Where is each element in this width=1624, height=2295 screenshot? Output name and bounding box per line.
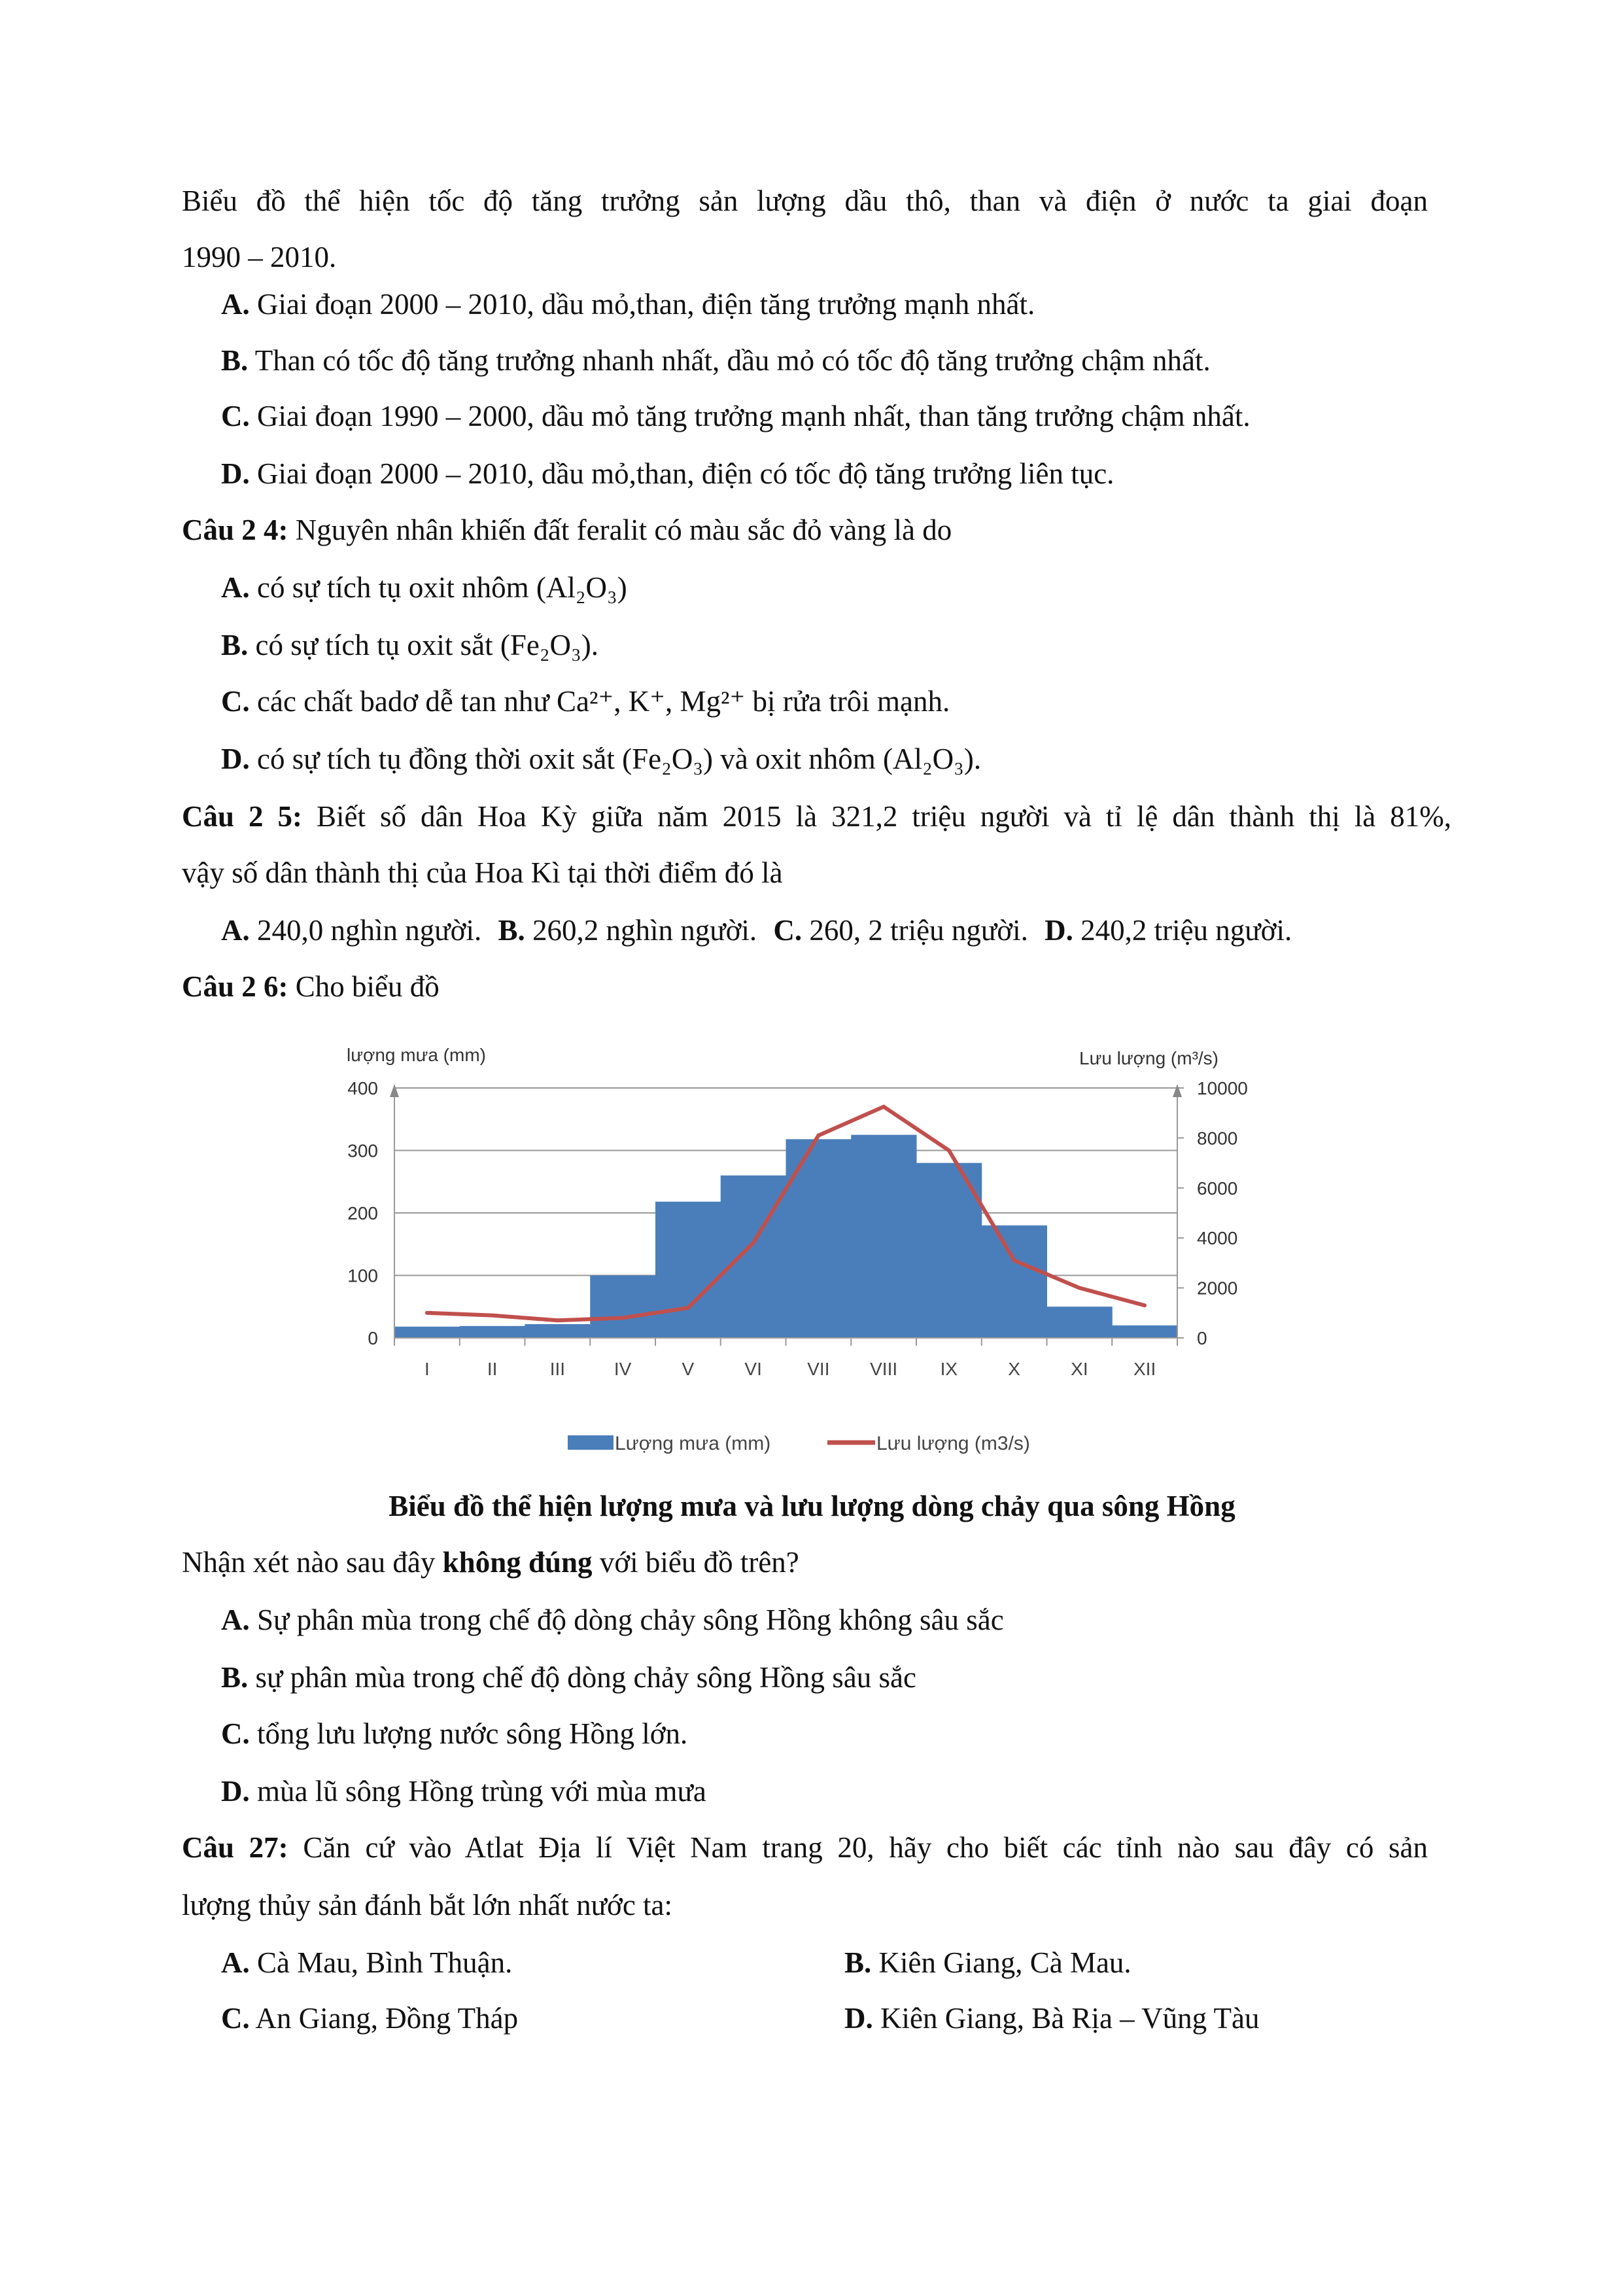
discharge-point-XI xyxy=(1077,1286,1081,1290)
x-tick-label: VIII xyxy=(870,1359,898,1379)
discharge-point-X xyxy=(1012,1259,1016,1263)
option-text: An Giang, Đồng Tháp xyxy=(249,2002,519,2035)
left-tick-label: 200 xyxy=(347,1203,378,1223)
discharge-point-I xyxy=(425,1311,429,1315)
x-tick-label: V xyxy=(682,1359,695,1379)
x-tick-label: II xyxy=(487,1359,498,1379)
question-text: Biết số dân Hoa Kỳ giữa năm 2015 là 321,2 triệu người và tỉ lệ dân thành thị là 81%, xyxy=(302,800,1451,833)
x-tick-label: XII xyxy=(1133,1359,1156,1379)
discharge-point-II xyxy=(491,1314,494,1318)
option-label: D. xyxy=(1045,914,1073,947)
x-tick-label: I xyxy=(424,1359,430,1379)
discharge-point-XII xyxy=(1143,1303,1147,1307)
option-text: có sự tích tụ oxit nhôm (Al₂O₃) xyxy=(249,571,627,604)
legend-label-flow: Lưu lượng (m3/s) xyxy=(876,1433,1030,1454)
option-text: sự phân mùa trong chế độ dòng chảy sông Hồng sâu sắc xyxy=(248,1661,916,1694)
option-label: C. xyxy=(221,400,250,432)
discharge-point-IX xyxy=(947,1149,951,1153)
option-text: tổng lưu lượng nước sông Hồng lớn. xyxy=(249,1717,688,1750)
q26-prompt xyxy=(182,1544,799,1581)
bar-VIII xyxy=(851,1135,916,1338)
bar-XI xyxy=(1047,1306,1113,1338)
discharge-point-VII xyxy=(816,1134,820,1138)
option-label: B. xyxy=(498,914,525,947)
intro-line-1: Biểu đồ thể hiện tốc độ tăng trưởng sản lượng dầu thô, than và điện ở nước ta giai đoạn xyxy=(182,184,1428,217)
bar-XII xyxy=(1112,1325,1177,1338)
bar-III xyxy=(525,1324,591,1338)
left-tick-label: 300 xyxy=(347,1140,378,1161)
right-tick-label: 4000 xyxy=(1197,1228,1238,1249)
chart-caption: Biểu đồ thể hiện lượng mưa và lưu lượng dòng chảy qua sông Hồng xyxy=(389,1490,1235,1522)
option-text: có sự tích tụ oxit sắt (Fe₂O₃). xyxy=(248,629,598,661)
right-tick-label: 8000 xyxy=(1197,1128,1238,1149)
left-tick-label: 0 xyxy=(368,1328,378,1348)
option-label: D. xyxy=(221,1775,250,1808)
option-label: D. xyxy=(844,2002,873,2035)
q27-stem-line-1 xyxy=(182,1829,1428,1866)
option-label: C. xyxy=(221,1717,250,1750)
option-label: C. xyxy=(221,2002,250,2035)
option-text: các chất badơ dễ tan như Ca²⁺, K⁺, Mg²⁺ bị rửa trôi mạnh. xyxy=(249,685,950,718)
intro-line-2: 1990 – 2010. xyxy=(182,241,337,273)
legend xyxy=(568,1433,1030,1454)
option-text: Sự phân mùa trong chế độ dòng chảy sông Hồng không sâu sắc xyxy=(249,1603,1004,1636)
left-tick-label: 100 xyxy=(347,1265,378,1286)
option-text: Giai đoạn 1990 – 2000, dầu mỏ tăng trưởng mạnh nhất, than tăng trưởng chậm nhất. xyxy=(249,400,1251,432)
option-label: B. xyxy=(844,1946,872,1979)
bar-V xyxy=(655,1202,721,1338)
prompt-emphasis: không đúng xyxy=(442,1546,593,1579)
option-label: A. xyxy=(221,288,250,321)
prompt-text: Nhận xét nào sau đây xyxy=(182,1546,443,1579)
option-text: 260, 2 triệu người. xyxy=(802,914,1028,947)
question-label: Câu 2 6: xyxy=(182,970,288,1003)
x-tick-label: XI xyxy=(1071,1359,1088,1379)
option-label: B. xyxy=(221,1661,249,1694)
q27-option-c[interactable] xyxy=(221,2000,518,2037)
q27-stem-line-2: lượng thủy sản đánh bắt lớn nhất nước ta: xyxy=(182,1889,673,1921)
question-label: Câu 2 4: xyxy=(182,514,288,546)
option-text: Kiên Giang, Bà Rịa – Vũng Tàu xyxy=(872,2002,1260,2035)
option-label: D. xyxy=(221,457,250,490)
right-axis-arrow-icon xyxy=(1173,1084,1182,1097)
bar-I xyxy=(394,1327,460,1338)
q25-stem-line-2: vậy số dân thành thị của Hoa Kì tại thời điểm đó là xyxy=(182,856,783,889)
x-tick-label: IX xyxy=(940,1359,958,1379)
q26-option-a[interactable] xyxy=(221,1602,1004,1638)
q26-option-d[interactable] xyxy=(221,1773,706,1810)
option-text: 240,0 nghìn người. xyxy=(249,914,482,947)
option-text: Than có tốc độ tăng trưởng nhanh nhất, dầu mỏ có tốc độ tăng trưởng chậm nhất. xyxy=(248,344,1211,377)
left-axis-title: lượng mưa (mm) xyxy=(347,1045,486,1065)
discharge-point-VI xyxy=(752,1241,755,1245)
prompt-text: với biểu đồ trên? xyxy=(592,1546,799,1579)
q27-option-b[interactable] xyxy=(844,1944,1132,1981)
bar-VI xyxy=(721,1176,786,1338)
bar-IV xyxy=(590,1276,655,1339)
right-axis-title: Lưu lượng (m³/s) xyxy=(1079,1048,1218,1068)
x-tick-label: X xyxy=(1008,1359,1020,1379)
right-tick-label: 6000 xyxy=(1197,1178,1238,1199)
option-text: có sự tích tụ đồng thời oxit sắt (Fe₂O₃) và oxit nhôm (Al₂O₃). xyxy=(249,743,982,775)
option-label: C. xyxy=(221,685,250,718)
discharge-point-VIII xyxy=(882,1105,886,1109)
option-label: A. xyxy=(221,1946,250,1979)
option-text: Kiên Giang, Cà Mau. xyxy=(871,1946,1132,1979)
discharge-point-III xyxy=(555,1318,559,1322)
question-label: Câu 27: xyxy=(182,1831,288,1864)
bar-VII xyxy=(786,1139,852,1338)
bar-X xyxy=(982,1225,1047,1338)
right-tick-label: 0 xyxy=(1197,1328,1207,1348)
option-text: 260,2 nghìn người. xyxy=(525,914,757,947)
question-text: Cho biểu đồ xyxy=(288,970,440,1003)
option-label: D. xyxy=(221,743,250,775)
q27-option-a[interactable] xyxy=(221,1944,512,1981)
option-label: B. xyxy=(221,629,249,661)
discharge-point-IV xyxy=(621,1316,625,1320)
question-text: Nguyên nhân khiến đất feralit có màu sắc đỏ vàng là do xyxy=(288,514,952,546)
left-tick-label: 400 xyxy=(347,1078,378,1098)
right-tick-label: 10000 xyxy=(1197,1078,1248,1098)
option-text: Cà Mau, Bình Thuận. xyxy=(249,1946,513,1979)
option-text: 240,2 triệu người. xyxy=(1073,914,1292,947)
option-label: A. xyxy=(221,571,250,604)
left-axis-arrow-icon xyxy=(390,1084,399,1097)
x-tick-label: VI xyxy=(744,1359,762,1379)
option-label: B. xyxy=(221,344,249,377)
x-tick-label: IV xyxy=(613,1359,632,1379)
x-tick-label: VII xyxy=(807,1359,830,1379)
q26-option-b[interactable] xyxy=(221,1659,916,1696)
bar-II xyxy=(460,1326,525,1338)
q26-option-c[interactable] xyxy=(221,1715,687,1752)
question-text: Căn cứ vào Atlat Địa lí Việt Nam trang 20, hãy cho biết các tỉnh nào sau đây có sản xyxy=(288,1831,1428,1864)
option-text: mùa lũ sông Hồng trùng với mùa mưa xyxy=(249,1775,706,1808)
discharge-point-V xyxy=(686,1306,690,1310)
legend-label-rain: Lượng mưa (mm) xyxy=(615,1433,771,1454)
q27-option-d[interactable] xyxy=(844,2000,1260,2037)
option-text: Giai đoạn 2000 – 2010, dầu mỏ,than, điện có tốc độ tăng trưởng liên tục. xyxy=(249,457,1114,490)
option-text: Giai đoạn 2000 – 2010, dầu mỏ,than, điện tăng trưởng mạnh nhất. xyxy=(249,288,1035,321)
right-tick-label: 2000 xyxy=(1197,1278,1238,1299)
option-label: A. xyxy=(221,914,250,947)
option-label: C. xyxy=(773,914,803,947)
option-label: A. xyxy=(221,1603,250,1636)
legend-swatch-rain xyxy=(568,1435,613,1450)
x-tick-label: III xyxy=(549,1359,566,1379)
question-label: Câu 2 5: xyxy=(182,800,302,833)
